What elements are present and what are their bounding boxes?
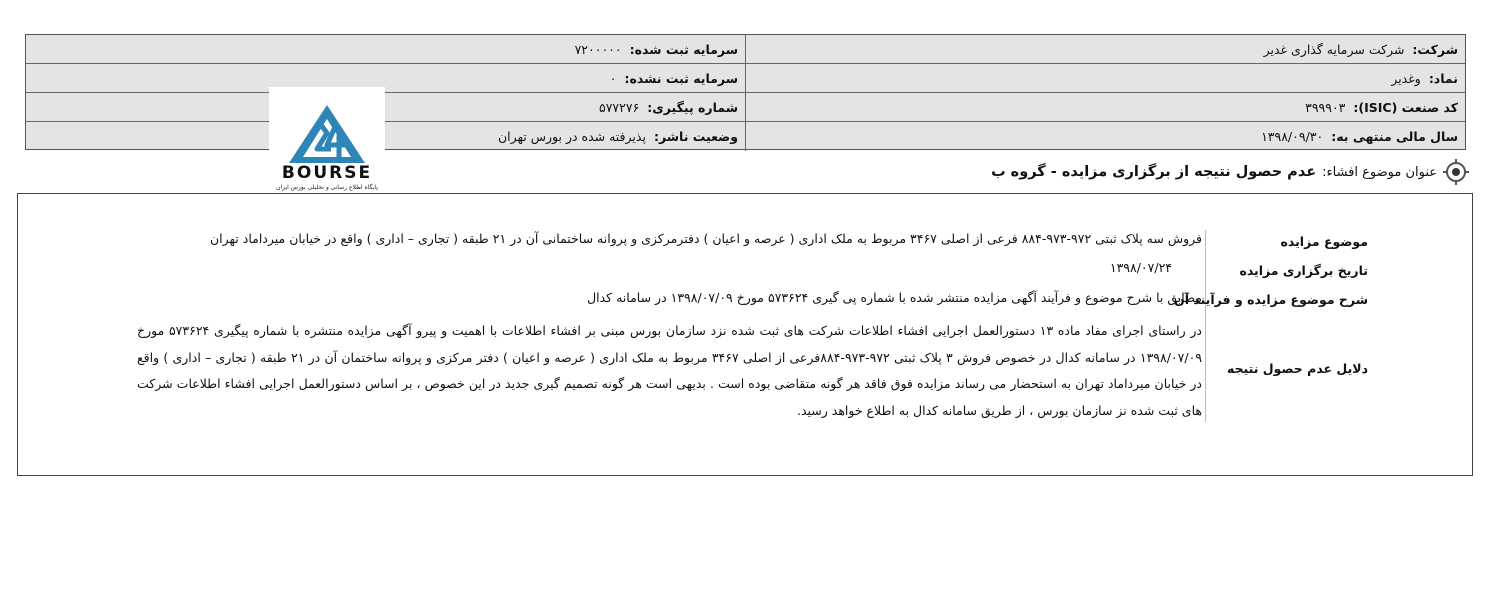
capital-registered-label: سرمایه ثبت شده: (629, 41, 738, 57)
status-label: وضعیت ناشر: (653, 129, 738, 144)
company-label: شرکت: (1412, 41, 1458, 57)
subject-title: عدم حصول نتیجه از برگزاری مزایده - گروه ب (991, 164, 1317, 180)
company-value: شرکت سرمایه گذاری غدیر (1263, 41, 1405, 57)
fiscal-year-label: سال مالی منتهی به: (1331, 129, 1458, 144)
info-row-company (26, 35, 1465, 64)
process-value: مطابق با شرح موضوع و فرآیند آگهی مزایده منتشر شده با شماره پی گیری ۵۷۳۶۲۴ مورخ ۱۳۹۸/۰۷/۰۹ در سامانه کدال (587, 290, 1202, 305)
info-row-symbol (26, 64, 1465, 93)
disclosure-subject (991, 158, 1469, 186)
date-label: تاریخ برگزاری مزایده (1239, 263, 1368, 278)
reasons-value: در راستای اجرای مفاد ماده ۱۳ دستورالعمل اجرایی افشاء اطلاعات شرکت های ثبت شده نزد سازمان بورس مبنی بر افشاء اطلاعات با اهمیت و پیرو آگهی مزایده منتشره با شماره پیگیری ۵۷۳۶۲۴ مورخ ۱۳۹۸/۰۷/۰۹ در سامانه کدال در خصوص فروش ۳ پلاک ثبتی ۹۷۲-۹۷۳-۸۸۴فرعی از اصلی ۳۴۶۷ مربوط به ملک اداری ( عرصه و اعیان ) دفتر مرکزی و پروانه ساختمان آن در ۲۱ طبقه ( تجاری – اداری ) واقع در خیابان میرداماد تهران به استحضار می رساند مزایده فوق فاقد هر گونه متقاضی بوده است . بدیهی است هر گونه تصمیم گیری جدید در این خصوص ، بر اساس دستورالعمل اجرایی افشاء اطلاعات شرکت های ثبت شده نز سازمان بورس ، از طریق سامانه کدال به اطلاع خواهد رسید. (137, 323, 1202, 418)
isic-cell (745, 93, 1465, 121)
capital-unregistered-value: ۰ (609, 70, 617, 86)
topic-label: موضوع مزایده (1280, 234, 1368, 249)
capital-unregistered-cell (26, 64, 745, 92)
symbol-cell (745, 64, 1465, 92)
status-cell (26, 122, 745, 151)
info-row-fiscal (26, 122, 1465, 151)
logo-subtitle: پایگاه اطلاع رسانی و تحلیلی بورس ایران (276, 184, 378, 191)
tracking-cell (26, 93, 745, 121)
symbol-value: وغدیر (1391, 70, 1421, 86)
capital-registered-value: ۷۲۰۰۰۰۰ (574, 41, 622, 57)
date-value: ۱۳۹۸/۰۷/۲۴ (1109, 260, 1172, 275)
column-separator (1205, 230, 1206, 422)
company-cell (745, 35, 1465, 63)
fiscal-year-cell (745, 122, 1465, 151)
topic-value: فروش سه پلاک ثبتی ۹۷۲-۹۷۳-۸۸۴ فرعی از اصلی ۳۴۶۷ مربوط به ملک اداری ( عرصه و اعیان ) دفترمرکزی و پروانه ساختمانی آن در ۲۱ طبقه ( تجاری – اداری ) واقع در خیابان میرداماد تهران (209, 231, 1202, 246)
bourse-logo (269, 87, 385, 192)
capital-unregistered-label: سرمایه ثبت نشده: (624, 70, 738, 86)
fiscal-year-value: ۱۳۹۸/۰۹/۳۰ (1261, 129, 1324, 144)
bourse-logo-mark (287, 103, 367, 165)
reasons-label: دلایل عدم حصول نتیجه (1226, 361, 1368, 376)
isic-label: کد صنعت (ISIC): (1353, 99, 1458, 115)
tracking-label: شماره پیگیری: (647, 99, 738, 115)
target-icon (1443, 159, 1469, 185)
capital-registered-cell (26, 35, 745, 63)
details-box (17, 193, 1473, 476)
info-row-isic (26, 93, 1465, 122)
isic-value: ۳۹۹۹۰۳ (1305, 99, 1346, 115)
subject-label: عنوان موضوع افشاء: (1322, 164, 1437, 180)
process-label: شرح موضوع مزایده و فرآیند آن (1174, 292, 1368, 307)
status-value: پذیرفته شده در بورس تهران (497, 129, 646, 144)
tracking-value: ۵۷۷۲۷۶ (599, 99, 640, 115)
logo-text: BOURSE (281, 163, 373, 183)
symbol-label: نماد: (1428, 70, 1458, 86)
company-info-table (25, 34, 1466, 150)
